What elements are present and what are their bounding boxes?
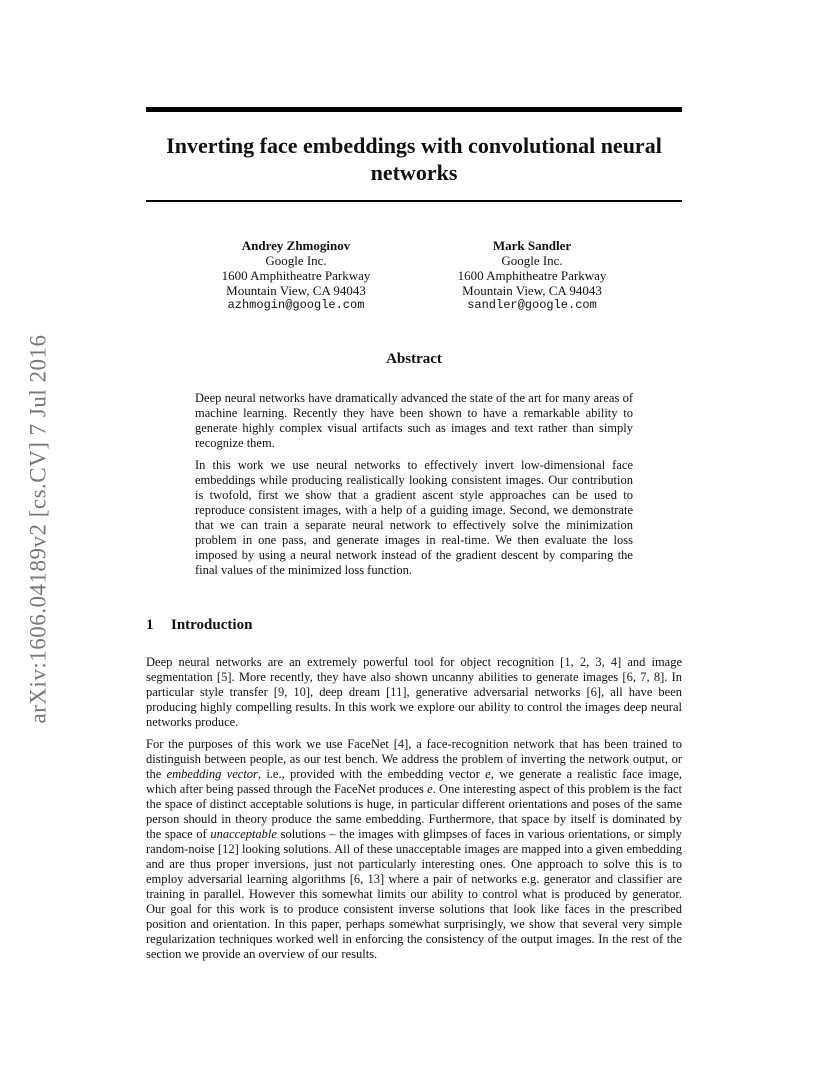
text-run: , we generate a realistic face image, which after being passed through the FaceNet produces	[146, 767, 682, 796]
text-run: ]. In particular style transfer [	[146, 670, 683, 699]
citation-link[interactable]: 3	[595, 655, 602, 669]
citation-link[interactable]: 12	[222, 842, 235, 856]
paper-title: Inverting face embeddings with convolutional neural networks	[166, 133, 662, 185]
author-city: Mountain View, CA 94043	[226, 283, 366, 298]
author-street: 1600 Amphitheatre Parkway	[221, 268, 371, 283]
introduction-body	[146, 655, 682, 969]
citation-link[interactable]: 13	[367, 872, 380, 886]
text-run: For the purposes of this work we use FaceNet [	[146, 737, 398, 751]
citation-link[interactable]: 9	[277, 685, 285, 699]
author-email: sandler@google.com	[467, 298, 597, 312]
author-street: 1600 Amphitheatre Parkway	[457, 268, 607, 283]
section-heading-introduction	[146, 617, 252, 634]
author-email: azhmogin@google.com	[227, 298, 365, 312]
text-run: ] and image segmentation [	[146, 655, 683, 684]
citation-link[interactable]: 7	[640, 670, 647, 684]
text-run: Deep neural networks are an extremely powerful tool for object recognition [	[146, 655, 565, 669]
text-run: , i.e., provided with the embedding vector	[257, 767, 486, 781]
abstract-body	[195, 391, 633, 585]
author-block-2	[432, 238, 632, 313]
abstract-paragraph-2: In this work we use neural networks to effectively invert low-dimensional face embeddings while producing realistically looking consistent images. Our contribution is twofold, first we show that a gradient ascent style approaches can be used to reproduce consistent images, with a help of a guiding image. Second, we demonstrate that we can train a separate neural network to effectively solve the minimization problem in one pass, and generate images in real-time. We then evaluate the loss imposed by using a neural network instead of the gradient descent by comparing the final values of the minimized loss function.	[195, 458, 633, 577]
author-name: Mark Sandler	[492, 238, 572, 253]
citation-link[interactable]: 2	[579, 655, 587, 669]
abstract-paragraph-1: Deep neural networks have dramatically advanced the state of the art for many areas of machine learning. Recently they have been shown to have a remarkable ability to generate highly complex visual artifacts such as images and text rather than simply recognize them.	[195, 391, 633, 450]
text-run: ], a face-recognition network that has been trained to distinguish between people, as our test bench. We address the problem of inverting the network output, or the	[146, 737, 682, 781]
math-variable: e	[485, 767, 491, 781]
arxiv-identifier-text: arXiv:1606.04189v2 [cs.CV] 7 Jul 2016	[26, 333, 51, 724]
citation-link[interactable]: 6	[626, 670, 633, 684]
text-run: ], all have been producing highly compelling results. In this work we explore our ability to control the images deep neural networks produce.	[146, 685, 683, 729]
emphasis: embedding vector	[166, 767, 258, 781]
author-affiliation: Google Inc.	[501, 253, 563, 268]
author-block-1	[196, 238, 396, 313]
text-run: ]. More recently, they have also shown uncanny abilities to generate images [	[227, 670, 627, 684]
citation-link[interactable]: 4	[397, 737, 405, 751]
citation-link[interactable]: 6	[590, 685, 597, 699]
citation-link[interactable]: 6	[353, 872, 361, 886]
intro-paragraph-2: For the purposes of this work we use FaceNet [4], a face-recognition network that has been trained to distinguish between people, as our test bench. We address the problem of inverting the network output, or the embedding vector, i.e., provided with the embedding vector e, we generate a realistic face image, which after being passed through the FaceNet produces e. One interesting aspect of this problem is the fact the space of distinct acceptable solutions is huge, in particular different orientations and poses of the same person should in theory produce the same embedding. Furthermore, that space by itself is dominated by the space of unacceptable solutions – the images with glimpses of faces in various orientations, or simply random-noise [12] looking solutions. All of these unacceptable images are mapped into a given embedding and are thus proper inversions, just not particularly interesting ones. One approach to solve this is to employ adversarial learning algorithms [6, 13] where a pair of networks e.g. generator and classifier are training in parallel. However this somewhat limits our ability to control what is produced by generator. Our goal for this work is to produce consistent inverse solutions that look like faces in the prescribed position and orientation. In this paper, perhaps somewhat surprisingly, we show that several very simple regularization techniques worked well in enforcing the consistency of the output images. In the rest of the section we provide an overview of our results.	[146, 737, 682, 961]
emphasis: unacceptable	[210, 827, 277, 841]
text-run: solutions – the images with glimpses of faces in various orientations, or simply random-noise [	[146, 827, 682, 856]
text-run: ] where a pair of networks e.g. generator and classifier are training in parallel. However this somewhat limits our ability to control what is produced by generator. Our goal for this work is to produce consistent inverse solutions that look like faces in the prescribed position and orientation. In this paper, perhaps somewhat surprisingly, we show that several very simple regularization techniques worked well in enforcing the consistency of the output images. In the rest of the section we provide an overview of our results.	[146, 872, 682, 961]
author-city: Mountain View, CA 94043	[462, 283, 602, 298]
citation-link[interactable]: 11	[390, 685, 403, 699]
text-run: ], deep dream [	[305, 685, 391, 699]
arxiv-identifier	[22, 302, 56, 755]
citation-link[interactable]: 1	[564, 655, 571, 669]
abstract-heading: Abstract	[386, 351, 442, 367]
citation-link[interactable]: 4	[610, 655, 618, 669]
text-run: . One interesting aspect of this problem is the fact the space of distinct acceptable solutions is huge, in particular different orientations and poses of the same person should in theory produce the same embedding. Furthermore, that space by itself is dominated by the space of	[146, 782, 682, 841]
author-name: Andrey Zhmoginov	[241, 238, 351, 253]
title-top-rule	[146, 107, 682, 112]
math-variable: e	[427, 782, 433, 796]
citation-link[interactable]: 8	[653, 670, 661, 684]
title-bottom-rule	[146, 200, 682, 202]
citation-link[interactable]: 10	[293, 685, 306, 699]
citation-link[interactable]: 5	[221, 670, 228, 684]
intro-paragraph-1: Deep neural networks are an extremely powerful tool for object recognition [1, 2, 3, 4] and image segmentation [5]. More recently, they have also shown uncanny abilities to generate images [6, 7, 8]. In particular style transfer [9, 10], deep dream [11], generative adversarial networks [6], all have been producing highly compelling results. In this work we explore our ability to control the images deep neural networks produce.	[146, 655, 683, 729]
section-title: Introduction	[171, 617, 253, 633]
section-number: 1	[146, 617, 154, 633]
text-run: ] looking solutions. All of these unacceptable images are mapped into a given embedding and are thus proper inversions, just not particularly interesting ones. One approach to solve this is to employ adversarial learning algorithms [	[146, 842, 682, 886]
text-run: ], generative adversarial networks [	[402, 685, 591, 699]
author-affiliation: Google Inc.	[265, 253, 327, 268]
